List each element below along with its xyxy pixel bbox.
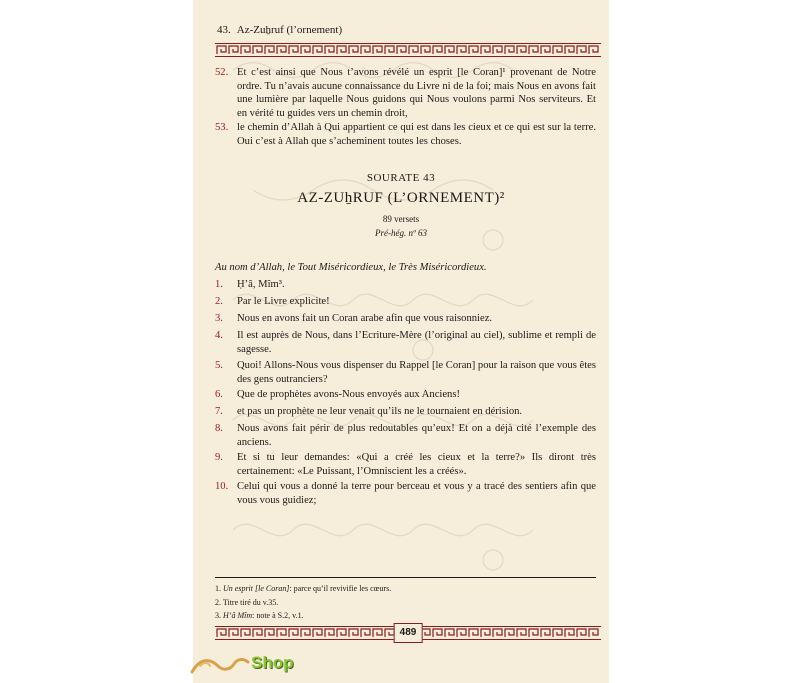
meander-segment (373, 629, 382, 637)
meander-segment (301, 46, 310, 54)
meander-segment (481, 629, 490, 637)
meander-segment (277, 46, 286, 54)
meander-segment (253, 46, 262, 54)
running-head-title: Az-Zuẖruf (l’ornement) (236, 24, 343, 36)
verse-8 (215, 422, 596, 449)
verse-text: Il est auprès de Nous, dans l’Ecriture-Mère (l’original au ciel), sublime et rempli de sagesse. (237, 330, 596, 355)
verse-text: Nous avons fait périr de plus redoutables qu’eux! Et on a déjà cité l’exemple des anciens. (237, 423, 596, 448)
meander-segment (553, 629, 562, 637)
sourate-label: SOURATE 43 (366, 172, 436, 184)
meander-segment (397, 46, 406, 54)
verse-9 (215, 451, 596, 478)
meander-segment (457, 629, 466, 637)
meander-segment (349, 629, 358, 637)
meander-segment (481, 46, 490, 54)
meander-segment (577, 46, 586, 54)
verse-text: et pas un prophète ne leur venait qu’ils ne le tournaient en dérision. (237, 406, 523, 417)
greek-key-border-top (215, 43, 601, 57)
meander-segment (445, 46, 454, 54)
meander-segment (241, 629, 250, 637)
verse-text: Nous en avons fait un Coran arabe afin que vous raisonniez. (237, 313, 493, 324)
swirl-ornament-icon (190, 650, 252, 680)
meander-segment (361, 629, 370, 637)
meander-segment (433, 46, 442, 54)
meander-segment (529, 629, 538, 637)
verse-3 (215, 312, 596, 326)
meander-segment (325, 46, 334, 54)
meander-segment (229, 46, 238, 54)
meander-segment (217, 46, 226, 54)
meander-segment (565, 629, 574, 637)
verse-number: 4. (215, 330, 223, 341)
verse-53 (215, 121, 596, 148)
verse-number: 7. (215, 406, 223, 417)
meander-segment (493, 629, 502, 637)
meander-segment (505, 629, 514, 637)
verse-text: Ḥ’â, Mîm³. (237, 279, 285, 290)
page-number: 489 (394, 623, 423, 643)
meander-segment (457, 46, 466, 54)
verse-number: 8. (215, 423, 223, 434)
verse-number: 10. (215, 481, 229, 492)
footnote-2: 2. Titre tiré du v.35. (215, 598, 279, 607)
meander-segment (409, 46, 418, 54)
meander-segment (421, 46, 430, 54)
meander-segment (385, 46, 394, 54)
meander-segment (541, 629, 550, 637)
verse-number: 52. (215, 67, 229, 78)
verse-number: 6. (215, 389, 223, 400)
verse-text: Et c’est ainsi que Nous t’avons révélé un esprit [le Coran]¹ provenant de Notre ordre. Tu n’avais aucune connaissance du Livre ni de la foi; mais Nous en avons fait une lumière par laquelle Nous guidons qui Nous voulons parmi Nos serviteurs. Et en vérité tu guides vers un chemin droit, (237, 67, 596, 119)
meander-segment (241, 46, 250, 54)
meander-segment (385, 629, 394, 637)
verse-text: Quoi! Allons-Nous vous dispenser du Rappel [le Coran] pour la raison que vous êtes des gens outranciers? (237, 360, 596, 385)
meander-segment (289, 629, 298, 637)
meander-segment (517, 629, 526, 637)
meander-segment (505, 46, 514, 54)
verse-4 (215, 329, 596, 356)
meander-segment (541, 46, 550, 54)
verse-text: Et si tu leur demandes: «Qui a créé les cieux et la terre?» Ils diront très certainement: «Le Puissant, l’Omniscient les a créés». (237, 452, 596, 477)
meander-segment (253, 629, 262, 637)
verse-7 (215, 405, 596, 419)
verse-number: 9. (215, 452, 223, 463)
verse-text: Celui qui vous a donné la terre pour berceau et vous y a tracé des sentiers afin que vous vous guidiez; (237, 481, 596, 506)
verse-number: 2. (215, 296, 223, 307)
running-head-number: 43. (217, 24, 231, 36)
meander-segment (217, 629, 226, 637)
running-head (217, 24, 342, 36)
footnote-3: 3. H’â Mîm: note à S.2, v.1. (215, 611, 304, 620)
meander-segment (229, 629, 238, 637)
verse-text: le chemin d’Allah à Qui appartient ce qui est dans les cieux et ce qui est sur la terre. Oui c’est à Allah que s’acheminent toutes les choses. (237, 122, 596, 147)
meander-segment (445, 629, 454, 637)
meander-segment (289, 46, 298, 54)
verse-6 (215, 388, 596, 402)
meander-segment (589, 629, 598, 637)
meander-segment (325, 629, 334, 637)
meander-segment (361, 46, 370, 54)
verse-number: 1. (215, 279, 223, 290)
meander-segment (313, 46, 322, 54)
meander-segment (469, 46, 478, 54)
verse-number: 5. (215, 360, 223, 371)
footnote-1: 1. Un esprit [le Coran]: parce qu’il revivifie les cœurs. (215, 584, 392, 593)
meander-segment (517, 46, 526, 54)
verse-number: 53. (215, 122, 229, 133)
verse-2 (215, 295, 596, 309)
meander-segment (433, 629, 442, 637)
meander-segment (265, 629, 274, 637)
meander-segment (373, 46, 382, 54)
verse-text: Par le Livre explicite! (237, 296, 330, 307)
verse-number: 3. (215, 313, 223, 324)
meander-segment (265, 46, 274, 54)
verse-10 (215, 480, 596, 507)
meander-segment (565, 46, 574, 54)
meander-segment (313, 629, 322, 637)
verse-count: 89 versets (382, 214, 420, 224)
basmala: Au nom d’Allah, le Tout Miséricordieux, le Très Miséricordieux. (215, 262, 487, 273)
shop-label: Shop (251, 653, 294, 672)
meander-segment (337, 46, 346, 54)
shop-logo (190, 650, 320, 680)
footnote-rule (215, 577, 596, 578)
greek-key-border-bottom (215, 626, 601, 640)
verse-52 (215, 66, 596, 120)
meander-segment (301, 629, 310, 637)
meander-segment (493, 46, 502, 54)
book-page (193, 0, 609, 683)
sourate-title: AZ-ZUẖRUF (L’ORNEMENT)² (297, 190, 505, 206)
meander-segment (577, 629, 586, 637)
meander-segment (421, 629, 430, 637)
meander-segment (553, 46, 562, 54)
meander-segment (529, 46, 538, 54)
verse-5 (215, 359, 596, 386)
verse-1 (215, 278, 596, 292)
meander-segment (469, 629, 478, 637)
meander-segment (589, 46, 598, 54)
meander-segment (277, 629, 286, 637)
meander-segment (349, 46, 358, 54)
verse-text: Que de prophètes avons-Nous envoyés aux Anciens! (237, 389, 461, 400)
meander-segment (337, 629, 346, 637)
pre-hegire-order: Pré-hég. nº 63 (374, 228, 428, 238)
